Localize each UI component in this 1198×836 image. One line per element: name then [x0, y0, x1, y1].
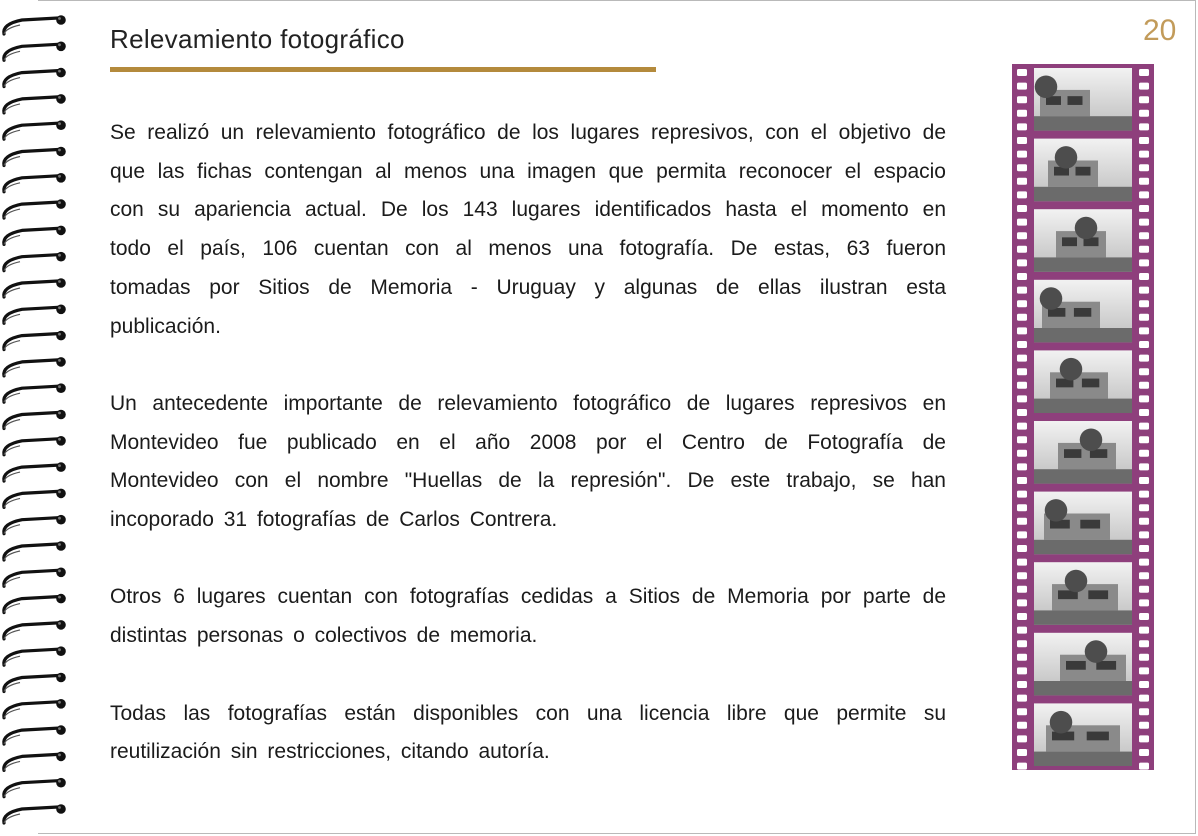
sprocket-hole — [1017, 327, 1027, 334]
sprocket-hole — [1139, 695, 1149, 702]
sprocket-hole — [1139, 327, 1149, 334]
sprocket-hole — [1017, 191, 1027, 198]
film-photo — [1034, 280, 1132, 343]
spiral-binding — [0, 0, 80, 836]
sprocket-hole — [1017, 572, 1027, 579]
sprocket-hole — [1017, 627, 1027, 634]
sprocket-hole — [1139, 69, 1149, 76]
sprocket-hole — [1139, 164, 1149, 171]
sprocket-hole — [1139, 463, 1149, 470]
sprocket-hole — [1017, 69, 1027, 76]
paragraph-donated: Otros 6 lugares cuentan con fotografías cedidas a Sitios de Memoria por parte de distintas personas o colectivos de memoria. — [110, 585, 946, 648]
spiral-ring — [4, 147, 66, 166]
spiral-ring — [4, 646, 66, 665]
sprocket-hole — [1139, 681, 1149, 688]
sprocket-hole — [1017, 232, 1027, 239]
sprocket-hole — [1017, 314, 1027, 321]
page-title: Relevamiento fotográfico — [110, 24, 405, 54]
spiral-ring — [4, 305, 66, 324]
sprocket-hole — [1139, 287, 1149, 294]
sprocket-hole — [1017, 531, 1027, 538]
filmstrip-photos — [1012, 64, 1154, 770]
sprocket-hole — [1017, 477, 1027, 484]
sprocket-hole — [1017, 559, 1027, 566]
sprocket-hole — [1139, 627, 1149, 634]
sprocket-hole — [1017, 382, 1027, 389]
sprocket-hole — [1139, 409, 1149, 416]
sprocket-hole — [1017, 735, 1027, 742]
paragraph-antecedent: Un antecedente importante de relevamiento fotográfico de lugares represivos en Montevideo fue publicado en el año 2008 por el Centro de Fotografía de Montevideo con el nombre "Huellas de la represión". De este trabajo, se han incoporado 31 fotografías de Carlos Contrera. — [110, 391, 946, 532]
sprocket-hole — [1017, 463, 1027, 470]
sprocket-hole — [1017, 287, 1027, 294]
film-photo — [1034, 139, 1132, 202]
sprocket-hole — [1017, 654, 1027, 661]
spiral-ring — [4, 752, 66, 771]
sprocket-hole — [1139, 613, 1149, 620]
paragraph-license: Todas las fotografías están disponibles con una licencia libre que permite su reutilización sin restricciones, citando autoría. — [110, 701, 946, 764]
sprocket-hole — [1017, 450, 1027, 457]
spiral-ring — [4, 68, 66, 87]
sprocket-hole — [1017, 219, 1027, 226]
sprocket-hole — [1139, 137, 1149, 144]
sprocket-hole — [1139, 708, 1149, 715]
sprocket-hole — [1139, 436, 1149, 443]
spiral-ring — [4, 173, 66, 192]
sprocket-hole — [1017, 681, 1027, 688]
title-underline — [110, 67, 656, 72]
sprocket-hole — [1017, 246, 1027, 253]
sprocket-hole — [1017, 178, 1027, 185]
sprocket-hole — [1017, 749, 1027, 756]
sprocket-hole — [1139, 572, 1149, 579]
sprocket-hole — [1139, 477, 1149, 484]
sprocket-hole — [1017, 355, 1027, 362]
sprocket-hole — [1139, 450, 1149, 457]
sprocket-hole — [1017, 273, 1027, 280]
sprocket-hole — [1017, 613, 1027, 620]
sprocket-hole — [1139, 300, 1149, 307]
sprocket-hole — [1139, 314, 1149, 321]
spiral-ring — [4, 42, 66, 61]
sprocket-hole — [1139, 273, 1149, 280]
sprocket-hole — [1139, 545, 1149, 552]
sprocket-hole — [1017, 395, 1027, 402]
sprocket-hole — [1139, 355, 1149, 362]
body-text — [110, 114, 946, 811]
sprocket-hole — [1139, 368, 1149, 375]
sprocket-hole — [1017, 599, 1027, 606]
sprocket-hole — [1017, 504, 1027, 511]
spiral-ring — [4, 357, 66, 376]
spiral-ring — [4, 541, 66, 560]
sprocket-hole — [1139, 640, 1149, 647]
sprocket-hole — [1139, 96, 1149, 103]
spiral-ring — [4, 673, 66, 692]
sprocket-hole — [1139, 232, 1149, 239]
sprocket-hole — [1139, 654, 1149, 661]
sprocket-hole — [1139, 382, 1149, 389]
spiral-ring — [4, 94, 66, 113]
sprocket-hole — [1139, 735, 1149, 742]
sprocket-hole — [1139, 491, 1149, 498]
spiral-ring — [4, 778, 66, 797]
film-photo — [1034, 421, 1132, 484]
sprocket-hole — [1017, 96, 1027, 103]
film-photo — [1034, 350, 1132, 413]
sprocket-hole — [1017, 205, 1027, 212]
sprocket-hole — [1139, 259, 1149, 266]
sprocket-hole — [1017, 110, 1027, 117]
sprocket-hole — [1017, 436, 1027, 443]
sprocket-hole — [1139, 749, 1149, 756]
spiral-ring — [4, 15, 66, 34]
sprocket-hole — [1017, 83, 1027, 90]
sprocket-hole — [1139, 559, 1149, 566]
sprocket-hole — [1139, 246, 1149, 253]
sprocket-hole — [1017, 409, 1027, 416]
spiral-ring — [4, 462, 66, 481]
sprocket-hole — [1017, 640, 1027, 647]
spiral-ring — [4, 594, 66, 613]
sprocket-hole — [1139, 423, 1149, 430]
film-photo — [1034, 68, 1132, 131]
sprocket-hole — [1139, 586, 1149, 593]
sprocket-hole — [1139, 205, 1149, 212]
sprocket-hole — [1017, 368, 1027, 375]
sprocket-hole — [1017, 763, 1027, 770]
spiral-ring — [4, 252, 66, 271]
spiral-ring — [4, 725, 66, 744]
spiral-ring — [4, 331, 66, 350]
spiral-ring — [4, 436, 66, 455]
sprocket-hole — [1139, 722, 1149, 729]
spiral-ring — [4, 804, 66, 823]
sprocket-hole — [1139, 395, 1149, 402]
spiral-ring — [4, 410, 66, 429]
spiral-ring — [4, 278, 66, 297]
sprocket-hole — [1139, 518, 1149, 525]
film-photo — [1034, 703, 1132, 766]
sprocket-hole — [1139, 341, 1149, 348]
sprocket-hole — [1017, 491, 1027, 498]
sprocket-hole — [1017, 123, 1027, 130]
spiral-ring — [4, 568, 66, 587]
sprocket-hole — [1139, 763, 1149, 770]
sprocket-hole — [1139, 667, 1149, 674]
spiral-ring — [4, 226, 66, 245]
sprocket-hole — [1017, 667, 1027, 674]
paragraph-survey: Se realizó un relevamiento fotográfico de los lugares represivos, con el objetivo de que las fichas contengan al menos una imagen que permita reconocer el espacio con su apariencia actual. De los 143 lugares identificados hasta el momento en todo el país, 106 cuentan con al menos una fotografía. De estas, 63 fueron tomadas por Sitios de Memoria - Uruguay y algunas de ellas ilustran esta publicación. — [110, 121, 946, 338]
sprocket-hole — [1139, 123, 1149, 130]
film-photo — [1034, 492, 1132, 555]
sprocket-hole — [1017, 259, 1027, 266]
sprocket-hole — [1017, 708, 1027, 715]
sprocket-hole — [1017, 341, 1027, 348]
page-number: 20 — [1143, 14, 1177, 47]
sprocket-hole — [1139, 219, 1149, 226]
spiral-ring — [4, 489, 66, 508]
film-photo — [1034, 209, 1132, 272]
sprocket-hole — [1017, 151, 1027, 158]
sprocket-hole — [1017, 722, 1027, 729]
sprocket-hole — [1017, 545, 1027, 552]
sprocket-hole — [1139, 110, 1149, 117]
sprocket-hole — [1139, 178, 1149, 185]
sprocket-hole — [1139, 504, 1149, 511]
spiral-ring — [4, 120, 66, 139]
sprocket-hole — [1139, 151, 1149, 158]
sprocket-hole — [1139, 599, 1149, 606]
film-photo — [1034, 562, 1132, 625]
sprocket-hole — [1139, 191, 1149, 198]
spiral-ring — [4, 620, 66, 639]
sprocket-hole — [1017, 137, 1027, 144]
spiral-ring — [4, 383, 66, 402]
sprocket-hole — [1017, 300, 1027, 307]
sprocket-hole — [1017, 518, 1027, 525]
spiral-ring — [4, 199, 66, 218]
spiral-ring — [4, 515, 66, 534]
sprocket-hole — [1139, 83, 1149, 90]
sprocket-hole — [1017, 586, 1027, 593]
sprocket-hole — [1017, 423, 1027, 430]
film-photo — [1034, 633, 1132, 696]
sprocket-hole — [1139, 531, 1149, 538]
sprocket-hole — [1017, 164, 1027, 171]
spiral-ring — [4, 699, 66, 718]
sprocket-hole — [1017, 695, 1027, 702]
